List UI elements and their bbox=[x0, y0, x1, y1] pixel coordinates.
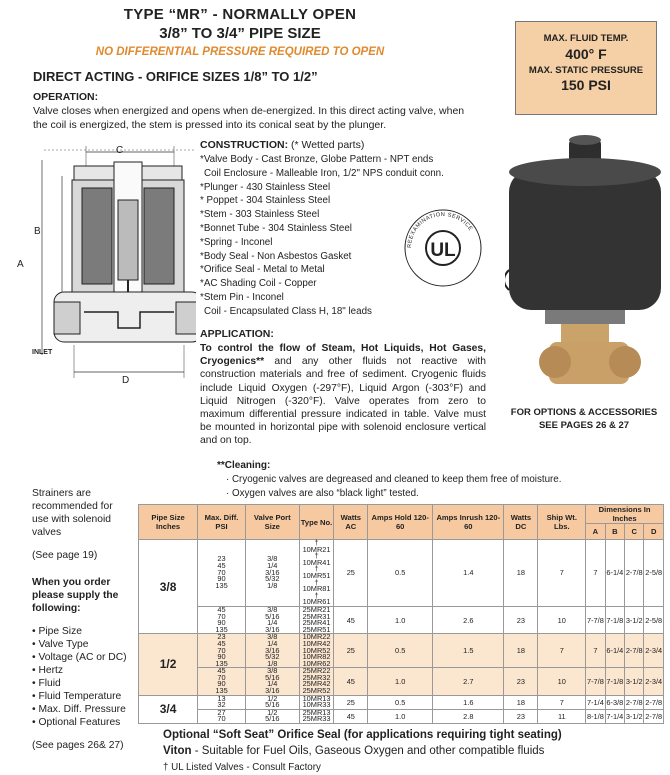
cell-line: 13 bbox=[217, 693, 226, 703]
table-cell-amps_inrush: 1.5 bbox=[433, 634, 504, 668]
cell-line: 1/2 bbox=[267, 693, 278, 703]
section-heading: DIRECT ACTING - ORIFICE SIZES 1/8” TO 1/2” bbox=[33, 69, 318, 84]
cell-line: 70 bbox=[217, 672, 226, 682]
table-cell-ship: 11 bbox=[538, 709, 586, 723]
construction-label: CONSTRUCTION: bbox=[200, 139, 289, 151]
page-title-sizes: 3/8” TO 3/4” PIPE SIZE bbox=[159, 25, 321, 42]
cell-line: 23 bbox=[217, 632, 226, 642]
table-cell-types bbox=[299, 668, 334, 695]
order-heading: When you order please supply the following: bbox=[32, 577, 119, 614]
list-item: • Fluid Temperature bbox=[32, 691, 122, 702]
cell-line: 3/16 bbox=[265, 624, 280, 634]
dim-label-b: B bbox=[34, 226, 41, 237]
list-item: Coil - Encapsulated Class H, 18" leads bbox=[204, 305, 372, 317]
cell-line: 45 bbox=[217, 561, 226, 571]
table-cell-watts_dc: 18 bbox=[504, 695, 538, 709]
cell-line: 10MR42 bbox=[302, 638, 331, 648]
table-cell-a: 7 bbox=[586, 634, 605, 668]
list-item: * Poppet - 304 Stainless Steel bbox=[200, 195, 331, 207]
table-cell-c: 2-7/8 bbox=[625, 634, 644, 668]
table-cell-c: 3-1/2 bbox=[625, 709, 644, 723]
list-item: • Pipe Size bbox=[32, 626, 82, 637]
dim-label-c: C bbox=[116, 145, 124, 156]
application-text bbox=[200, 342, 486, 448]
pressure-label: MAX. STATIC PRESSURE bbox=[528, 65, 644, 76]
list-item: • Hertz bbox=[32, 665, 64, 676]
cell-line: 5/16 bbox=[265, 714, 280, 724]
cell-line: 70 bbox=[217, 567, 226, 577]
viton-note bbox=[163, 745, 544, 757]
cell-line: 3/16 bbox=[265, 686, 280, 696]
cell-line: 90 bbox=[217, 652, 226, 662]
viton-label: Viton bbox=[163, 745, 192, 757]
cell-line: 25MR33 bbox=[302, 714, 331, 724]
list-item: *Orifice Seal - Metal to Metal bbox=[200, 264, 325, 276]
col-header: B bbox=[605, 524, 624, 540]
cell-line: 10MR62 bbox=[302, 658, 331, 668]
col-header: Ship Wt. Lbs. bbox=[538, 505, 586, 540]
cell-line: 3/16 bbox=[265, 567, 280, 577]
table-cell-port bbox=[245, 540, 299, 607]
cleaning-list bbox=[226, 473, 561, 501]
cell-line: 135 bbox=[215, 686, 228, 696]
table-cell-amps_hold: 0.5 bbox=[368, 695, 433, 709]
list-item: • Fluid bbox=[32, 678, 61, 689]
list-item: • Voltage (AC or DC) bbox=[32, 652, 127, 663]
table-cell-diff bbox=[198, 668, 246, 695]
table-cell-a: 7-1/4 bbox=[586, 695, 605, 709]
cell-line: 32 bbox=[217, 700, 226, 710]
table-cell-types bbox=[299, 709, 334, 723]
col-header: Pipe Size Inches bbox=[139, 505, 198, 540]
cell-line: 45 bbox=[217, 666, 226, 676]
list-item: *Bonnet Tube - 304 Stainless Steel bbox=[200, 222, 352, 234]
application-title: APPLICATION: bbox=[200, 328, 274, 340]
cell-line: 5/32 bbox=[265, 652, 280, 662]
dim-label-d: D bbox=[122, 375, 130, 386]
col-header-dims: Dimensions In Inches bbox=[586, 505, 664, 524]
cell-line: 27 bbox=[217, 707, 226, 717]
table-cell-ship: 7 bbox=[538, 695, 586, 709]
options-note-line2: SEE PAGES 26 & 27 bbox=[538, 420, 630, 431]
table-cell-amps_hold: 1.0 bbox=[368, 709, 433, 723]
see-page-19: (See page 19) bbox=[32, 550, 98, 561]
table-cell-a: 7 bbox=[586, 540, 605, 607]
strainers-note: Strainers are recommended for use with solenoid valves bbox=[32, 488, 113, 538]
table-cell-types bbox=[299, 540, 334, 607]
cell-line: † 10MR41 bbox=[302, 551, 331, 567]
list-item: · Cryogenic valves are degreased and cleaned to keep them free of moisture. bbox=[226, 474, 562, 485]
cell-line: 10MR33 bbox=[302, 700, 331, 710]
cell-line: 1/4 bbox=[267, 638, 278, 648]
cell-line: 5/16 bbox=[265, 700, 280, 710]
table-cell-types bbox=[299, 634, 334, 668]
cell-line: 1/8 bbox=[267, 658, 278, 668]
table-cell-b: 6-1/4 bbox=[605, 540, 624, 607]
cell-line: 135 bbox=[215, 624, 228, 634]
cell-line: 3/8 bbox=[267, 632, 278, 642]
operation-text: Valve closes when energized and opens when de-energized. In this direct acting valve, when the coil is energized, the stem is pressed into its conical seat by the plunger. bbox=[33, 105, 465, 131]
cell-line: 25MR51 bbox=[302, 624, 331, 634]
table-cell-amps_hold: 1.0 bbox=[368, 606, 433, 633]
cell-line: † 10MR81 bbox=[302, 577, 331, 594]
table-row bbox=[139, 709, 664, 723]
valve-photo bbox=[505, 130, 665, 400]
cell-line: 5/16 bbox=[265, 611, 280, 621]
cell-line: 10MR82 bbox=[302, 652, 331, 662]
cell-line: 70 bbox=[217, 645, 226, 655]
table-cell-watts_ac: 45 bbox=[334, 709, 368, 723]
list-item: • Optional Features bbox=[32, 717, 121, 728]
list-item: • Max. Diff. Pressure bbox=[32, 704, 126, 715]
ul-ring-text: REEXAMINATION SERVICE bbox=[406, 211, 474, 249]
cleaning-title: **Cleaning: bbox=[217, 460, 271, 471]
col-header: Amps Hold 120-60 bbox=[368, 505, 433, 540]
table-cell-d: 2-7/8 bbox=[644, 695, 664, 709]
table-cell-watts_dc: 18 bbox=[504, 634, 538, 668]
table-row bbox=[139, 540, 664, 607]
list-item: *Spring - Inconel bbox=[200, 236, 273, 248]
table-cell-d: 2-5/8 bbox=[644, 540, 664, 607]
table-cell-b: 7-1/8 bbox=[605, 606, 624, 633]
temp-label: MAX. FLUID TEMP. bbox=[543, 33, 629, 44]
cell-line: 25MR13 bbox=[302, 707, 331, 717]
cell-line: 25MR22 bbox=[302, 666, 331, 676]
table-cell-ship: 10 bbox=[538, 606, 586, 633]
page-subtitle: NO DIFFERENTIAL PRESSURE REQUIRED TO OPEN bbox=[95, 46, 385, 58]
cell-line: 5/16 bbox=[265, 672, 280, 682]
list-item: *Plunger - 430 Stainless Steel bbox=[200, 181, 331, 193]
table-row bbox=[139, 634, 664, 668]
table-cell-amps_inrush: 1.4 bbox=[433, 540, 504, 607]
table-cell-amps_inrush: 2.7 bbox=[433, 668, 504, 695]
table-row bbox=[139, 606, 664, 633]
list-item: *Stem - 303 Stainless Steel bbox=[200, 209, 320, 221]
table-cell-ship: 7 bbox=[538, 540, 586, 607]
cell-line: 135 bbox=[215, 658, 228, 668]
left-column bbox=[32, 487, 132, 752]
table-cell-a: 7-7/8 bbox=[586, 668, 605, 695]
list-item: • Valve Type bbox=[32, 639, 89, 650]
options-note bbox=[500, 406, 668, 432]
col-header: Amps Inrush 120-60 bbox=[433, 505, 504, 540]
cell-line: 90 bbox=[217, 618, 226, 628]
table-cell-c: 2-7/8 bbox=[625, 540, 644, 607]
cell-line: 70 bbox=[217, 611, 226, 621]
application-body: and any other fluids not reactive with construction materials and free of sediment. Cryogenic fluids include Liquid Oxygen (-297°F), Liquid Argon (-303°F) and Liquid Nitrogen (-320°F). Valve operates from zero to maximum differential pressure indicated in table. Valve must be mounted in horizontal pipe with solenoid enclosure vertical and on top. bbox=[200, 356, 486, 447]
table-cell-watts_dc: 23 bbox=[504, 668, 538, 695]
table-cell-watts_ac: 25 bbox=[334, 540, 368, 607]
list-item: · Oxygen valves are also “black light” tested. bbox=[226, 488, 419, 499]
cell-line: 45 bbox=[217, 604, 226, 614]
table-cell-watts_dc: 18 bbox=[504, 540, 538, 607]
table-cell-c: 2-7/8 bbox=[625, 695, 644, 709]
cell-line: 25MR52 bbox=[302, 686, 331, 696]
cell-line: † 10MR51 bbox=[302, 564, 331, 580]
col-header: A bbox=[586, 524, 605, 540]
table-cell-b: 6-3/8 bbox=[605, 695, 624, 709]
table-cell-amps_hold: 0.5 bbox=[368, 540, 433, 607]
table-cell-amps_inrush: 1.6 bbox=[433, 695, 504, 709]
cell-line: 45 bbox=[217, 638, 226, 648]
list-item: Coil Enclosure - Malleable Iron, 1/2" NPS conduit conn. bbox=[204, 167, 444, 179]
table-cell-watts_dc: 23 bbox=[504, 709, 538, 723]
cell-line: 25MR42 bbox=[302, 679, 331, 689]
ul-mark: UL bbox=[430, 240, 456, 261]
table-cell-d: 2-3/4 bbox=[644, 634, 664, 668]
dim-label-a: A bbox=[17, 259, 24, 270]
spec-table bbox=[138, 504, 664, 724]
construction-title bbox=[200, 139, 364, 151]
cell-line: 23 bbox=[217, 554, 226, 564]
table-cell-a: 7-7/8 bbox=[586, 606, 605, 633]
temp-value: 400° F bbox=[565, 46, 607, 62]
table-cell-d: 2-3/4 bbox=[644, 668, 664, 695]
cell-line: 10MR13 bbox=[302, 693, 331, 703]
spec-box bbox=[515, 21, 657, 115]
table-cell-diff bbox=[198, 540, 246, 607]
table-cell-types bbox=[299, 606, 334, 633]
viton-text: - Suitable for Fuel Oils, Gaseous Oxygen and other compatible fluids bbox=[191, 745, 545, 757]
cell-line: 1/4 bbox=[267, 561, 278, 571]
table-cell-d: 2-7/8 bbox=[644, 709, 664, 723]
table-cell-watts_ac: 25 bbox=[334, 695, 368, 709]
table-cell-amps_inrush: 2.6 bbox=[433, 606, 504, 633]
table-cell-diff bbox=[198, 606, 246, 633]
cell-line: † 10MR61 bbox=[302, 590, 331, 607]
cell-line: 1/4 bbox=[267, 679, 278, 689]
cell-line: 90 bbox=[217, 679, 226, 689]
cell-line: 90 bbox=[217, 574, 226, 584]
table-cell-b: 7-1/4 bbox=[605, 709, 624, 723]
pipe-size-cell: 3/8 bbox=[139, 540, 198, 634]
application-lead: To control the flow of Steam, Hot Liquids, Hot Gases, Cryogenics** bbox=[200, 343, 486, 368]
cell-line: 3/8 bbox=[267, 666, 278, 676]
cell-line: 70 bbox=[217, 714, 226, 724]
table-cell-watts_dc: 23 bbox=[504, 606, 538, 633]
options-note-line1: FOR OPTIONS & ACCESSORIES bbox=[510, 407, 658, 418]
see-pages-26-27: (See pages 26& 27) bbox=[32, 740, 124, 751]
page-title: TYPE “MR” - NORMALLY OPEN bbox=[123, 6, 357, 23]
cell-line: 5/32 bbox=[265, 574, 280, 584]
table-cell-amps_hold: 1.0 bbox=[368, 668, 433, 695]
cell-line: 3/8 bbox=[267, 554, 278, 564]
spec-table-body bbox=[139, 540, 664, 724]
cell-line: 1/2 bbox=[267, 707, 278, 717]
operation-label: OPERATION: bbox=[33, 91, 99, 103]
pressure-value: 150 PSI bbox=[561, 77, 611, 93]
construction-note: (* Wetted parts) bbox=[291, 139, 365, 151]
list-item: *Body Seal - Non Asbestos Gasket bbox=[200, 250, 352, 262]
cell-line: † 10MR21 bbox=[302, 538, 331, 554]
table-cell-watts_ac: 45 bbox=[334, 668, 368, 695]
table-cell-b: 6-1/4 bbox=[605, 634, 624, 668]
soft-seat-heading: Optional “Soft Seat” Orifice Seal (for applications requiring tight seating) bbox=[163, 729, 562, 741]
table-cell-amps_inrush: 2.8 bbox=[433, 709, 504, 723]
col-header: Valve Port Size bbox=[245, 505, 299, 540]
list-item: *Valve Body - Cast Bronze, Globe Pattern - NPT ends bbox=[200, 154, 434, 165]
cell-line: 25MR41 bbox=[302, 618, 331, 628]
cell-line: 135 bbox=[215, 580, 228, 590]
table-cell-c: 3-1/2 bbox=[625, 606, 644, 633]
col-header: D bbox=[644, 524, 664, 540]
table-cell-port bbox=[245, 668, 299, 695]
cell-line: 25MR21 bbox=[302, 604, 331, 614]
col-header: Watts AC bbox=[334, 505, 368, 540]
pipe-size-cell: 1/2 bbox=[139, 634, 198, 695]
table-cell-port bbox=[245, 606, 299, 633]
cell-line: 3/16 bbox=[265, 645, 280, 655]
table-cell-a: 8-1/8 bbox=[586, 709, 605, 723]
col-header: Max. Diff. PSI bbox=[198, 505, 246, 540]
ul-listed-note: † UL Listed Valves - Consult Factory bbox=[163, 762, 321, 773]
table-cell-ship: 7 bbox=[538, 634, 586, 668]
col-header: C bbox=[625, 524, 644, 540]
table-cell-ship: 10 bbox=[538, 668, 586, 695]
cell-line: 25MR32 bbox=[302, 672, 331, 682]
cell-line: 25MR31 bbox=[302, 611, 331, 621]
table-row bbox=[139, 668, 664, 695]
table-cell-port bbox=[245, 634, 299, 668]
table-cell-c: 3-1/2 bbox=[625, 668, 644, 695]
table-cell-watts_ac: 25 bbox=[334, 634, 368, 668]
list-item: *Stem Pin - Inconel bbox=[200, 291, 284, 303]
cell-line: 3/8 bbox=[267, 604, 278, 614]
col-header: Watts DC bbox=[504, 505, 538, 540]
cell-line: 1/4 bbox=[267, 618, 278, 628]
col-header: Type No. bbox=[299, 505, 334, 540]
order-list bbox=[32, 625, 132, 729]
cell-line: 10MR52 bbox=[302, 645, 331, 655]
table-cell-port bbox=[245, 709, 299, 723]
list-item: *AC Shading Coil - Copper bbox=[200, 278, 317, 290]
cell-line: 10MR22 bbox=[302, 632, 331, 642]
table-cell-diff bbox=[198, 634, 246, 668]
inlet-label: INLET bbox=[32, 349, 53, 356]
ul-logo bbox=[403, 208, 483, 288]
table-cell-amps_hold: 0.5 bbox=[368, 634, 433, 668]
table-cell-diff bbox=[198, 709, 246, 723]
pipe-size-cell: 3/4 bbox=[139, 695, 198, 723]
table-cell-watts_ac: 45 bbox=[334, 606, 368, 633]
table-cell-d: 2-5/8 bbox=[644, 606, 664, 633]
cell-line: 1/8 bbox=[267, 580, 278, 590]
table-cell-b: 7-1/8 bbox=[605, 668, 624, 695]
valve-cutaway-diagram bbox=[14, 140, 196, 390]
